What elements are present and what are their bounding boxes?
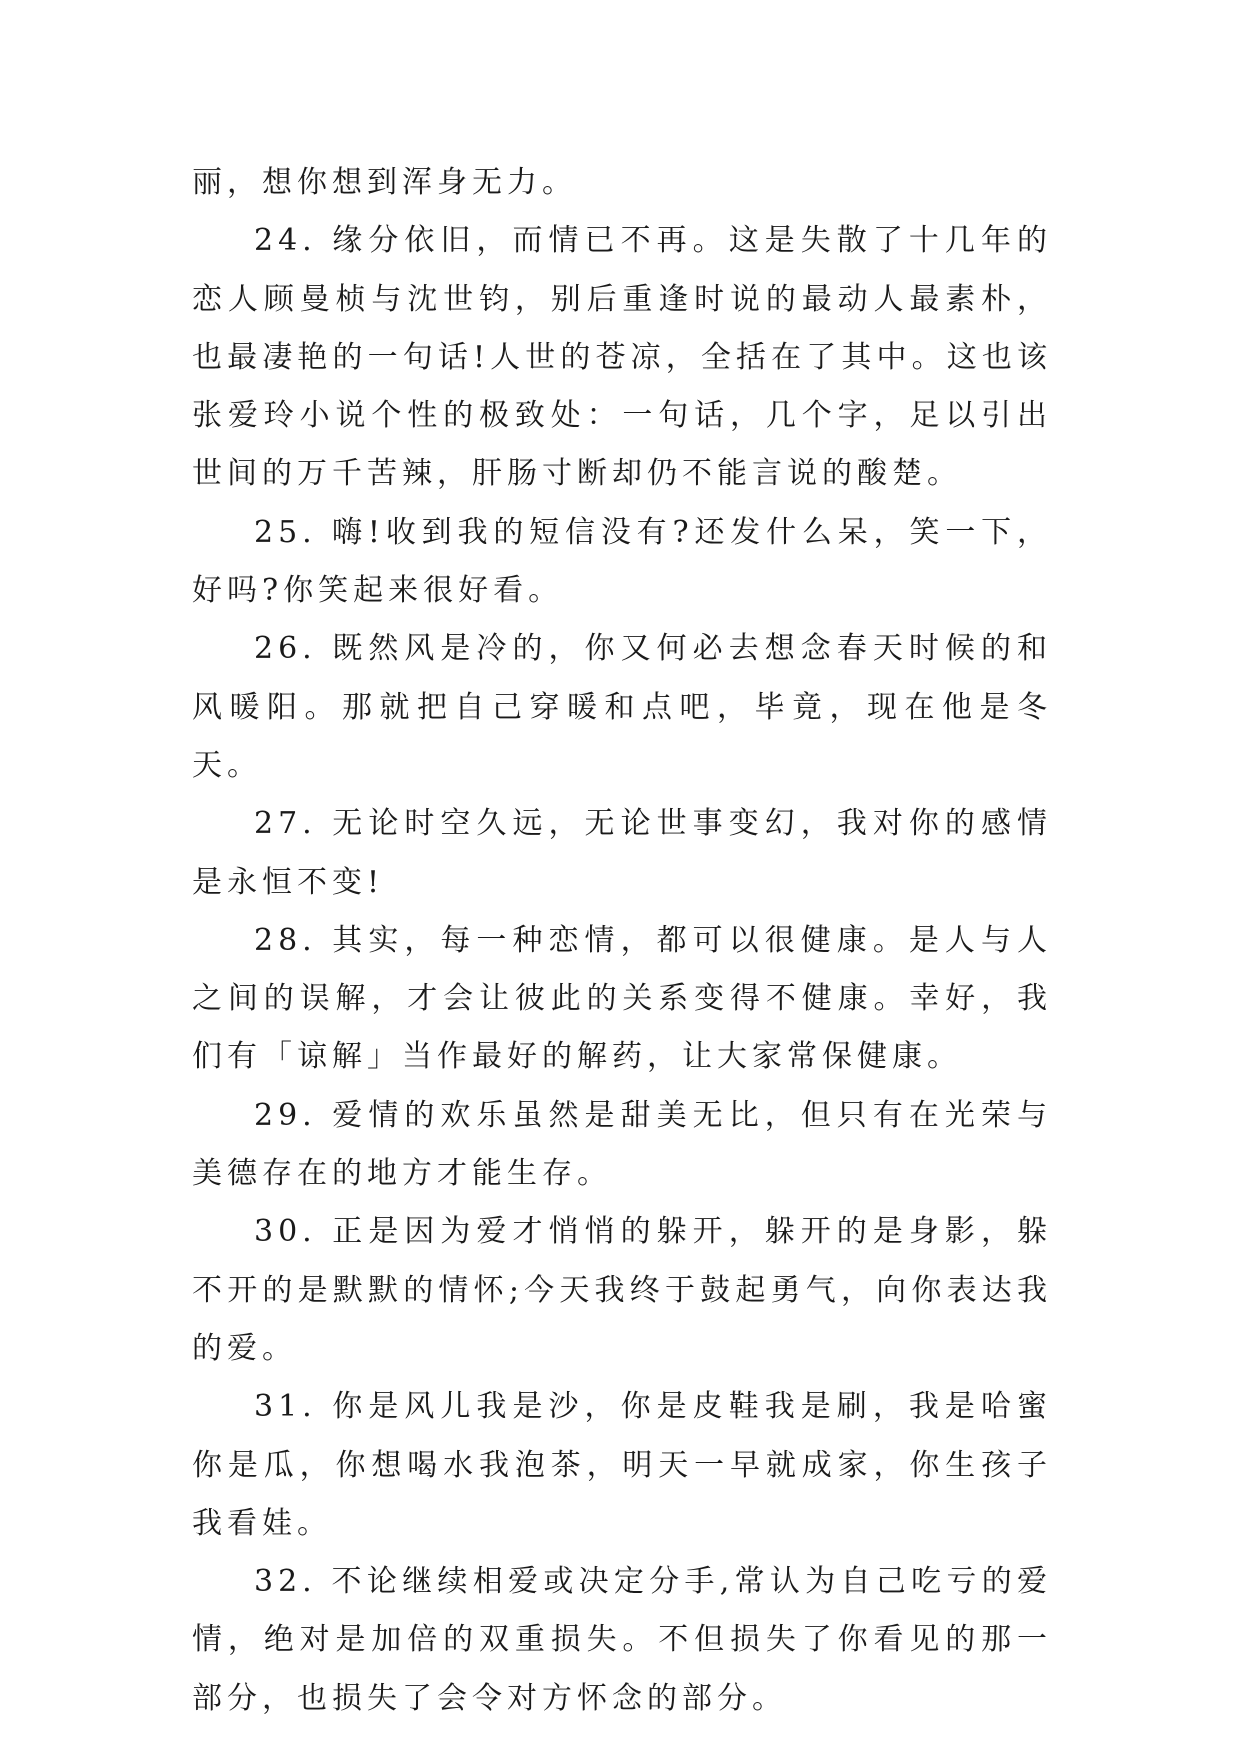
paragraph-27: 27. 无论时空久远，无论世事变幻，我对你的感情是永恒不变! — [192, 806, 1052, 900]
paragraph-26: 26. 既然风是冷的，你又何必去想念春天时候的和风暖阳。那就把自己穿暖和点吧，毕竟，现在他是冬天。 — [192, 631, 1052, 783]
paragraph-continuation: 丽，想你想到浑身无力。 — [192, 165, 577, 200]
paragraph-32: 32. 不论继续相爱或决定分手,常认为自己吃亏的爱情，绝对是加倍的双重损失。不但损失了你看见的那一部分，也损失了会令对方怀念的部分。 — [192, 1564, 1052, 1716]
paragraph-29: 29. 爱情的欢乐虽然是甜美无比，但只有在光荣与美德存在的地方才能生存。 — [192, 1097, 1052, 1192]
paragraph-28: 28. 其实，每一种恋情，都可以很健康。是人与人之间的误解，才会让彼此的关系变得不健康。幸好，我们有「谅解」当作最好的解药，让大家常保健康。 — [192, 922, 1052, 1075]
paragraph-31: 31. 你是风儿我是沙，你是皮鞋我是刷，我是哈蜜你是瓜，你想喝水我泡茶，明天一早就成家，你生孩子我看娃。 — [192, 1389, 1052, 1541]
paragraph-24: 24. 缘分依旧，而情已不再。这是失散了十几年的恋人顾曼桢与沈世钧，别后重逢时说的最动人最素朴，也最凄艳的一句话!人世的苍凉，全括在了其中。这也该张爱玲小说个性的极致处：一句话，几个字，足以引出世间的万千苦辣，肝肠寸断却仍不能言说的酸楚。 — [192, 223, 1052, 492]
paragraph-25: 25. 嗨!收到我的短信没有?还发什么呆，笑一下，好吗?你笑起来很好看。 — [192, 514, 1052, 609]
paragraph-30: 30. 正是因为爱才悄悄的躲开，躲开的是身影，躲不开的是默默的情怀;今天我终于鼓起勇气，向你表达我的爱。 — [192, 1214, 1052, 1366]
document-body — [192, 154, 1052, 1728]
